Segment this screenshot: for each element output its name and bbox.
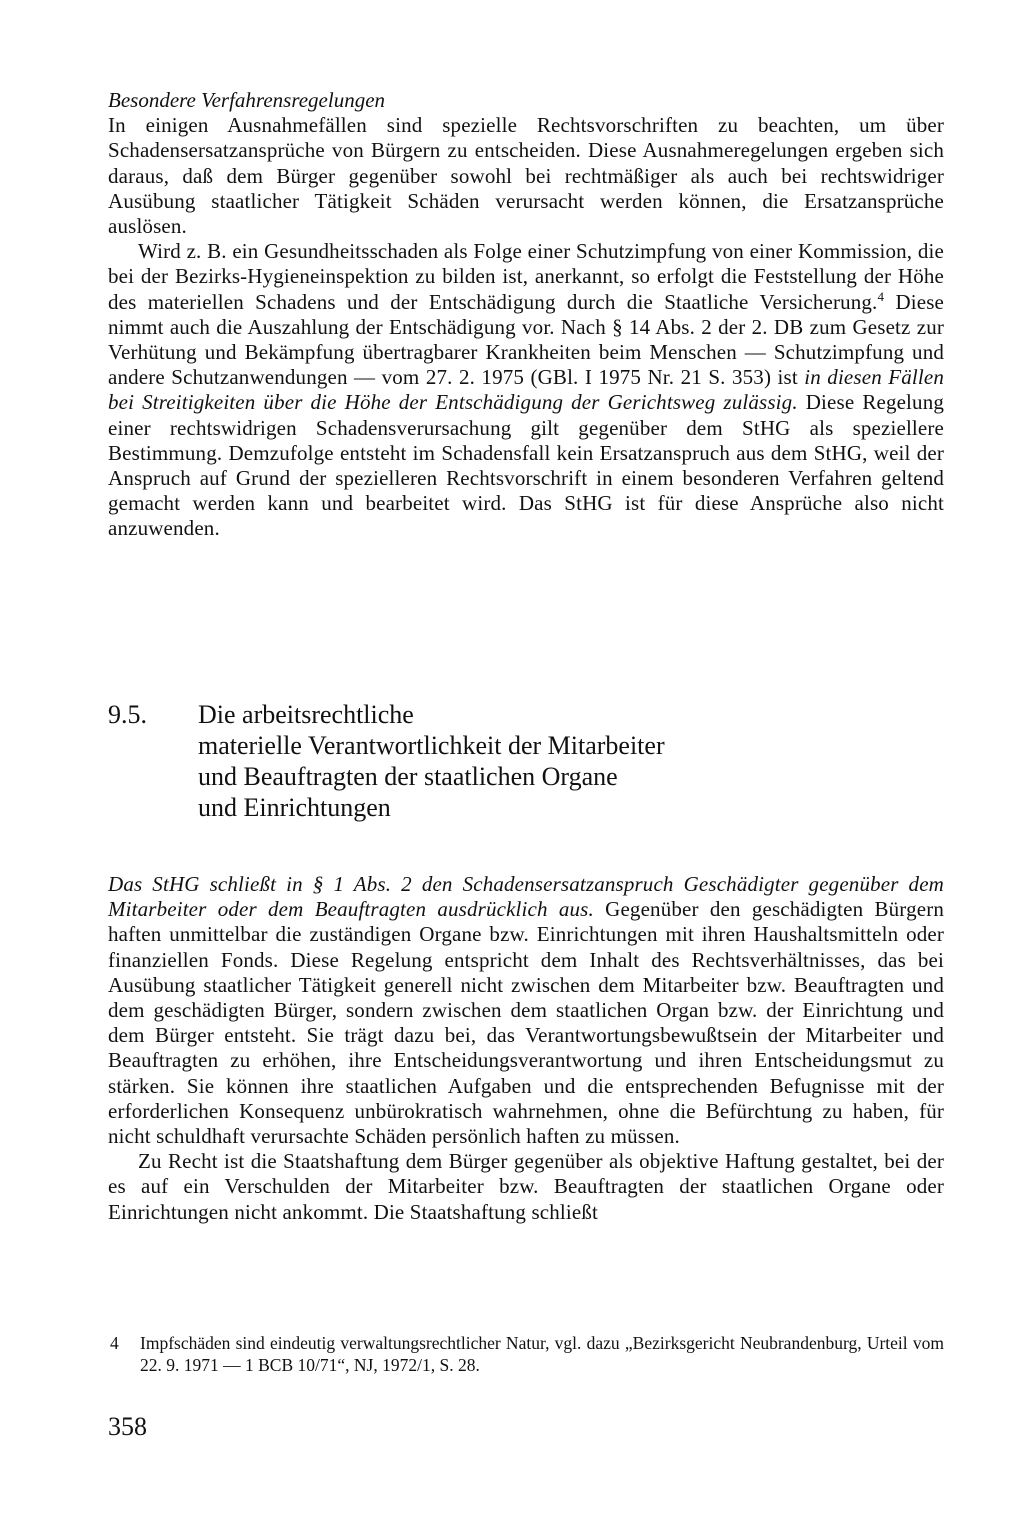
paragraph-2-part-b: Diese nimmt auch die Auszahlung der Entschädigung vor. Nach § 14 Abs. 2 der 2. DB zum Gesetz zur Verhütung und Bekämpfung übertragbarer Krankheiten beim Menschen — Schutzimpfung und andere Schutzanwendungen — vom 27. 2. 1975 (GBl. I 1975 Nr. 21 S. 353) ist bbox=[108, 289, 945, 390]
footnote-reference: 4 bbox=[877, 288, 885, 304]
section-title-line: materielle Verantwortlichkeit der Mitarbeiter bbox=[198, 731, 665, 760]
paragraph-3 bbox=[108, 872, 944, 1149]
paragraph-3-italic: Das StHG schließt in § 1 Abs. 2 den Schadensersatzanspruch Geschädigter gegenüber dem Mitarbeiter oder dem Beauftragten ausdrücklich aus. bbox=[108, 872, 944, 922]
footnote-text: Impfschäden sind eindeutig verwaltungsrechtlicher Natur, vgl. dazu „Bezirksgericht Neubrandenburg, Urteil vom 22. 9. 1971 — 1 BCB 10/71“, NJ, 1972/1, S. 28. bbox=[140, 1333, 944, 1375]
footnote bbox=[108, 1332, 944, 1376]
page-number: 358 bbox=[108, 1412, 147, 1441]
paragraph-2-part-a: Wird z. B. ein Gesundheitsschaden als Folge einer Schutzimpfung von einer Kommission, die bei der Bezirks-Hygieneinspektion zu bilden ist, anerkannt, so erfolgt die Feststellung der Höhe des materiellen Schadens und der Entschädigung durch die Staatliche Versicherung. bbox=[108, 239, 944, 314]
paragraph-2-part-c: Diese Regelung einer rechtswidrigen Schadensverursachung gilt gegenüber dem StHG als speziellere Bestimmung. Demzufolge entsteht im Schadensfall kein Ersatzanspruch aus dem StHG, weil der Anspruch auf Grund der spezielleren Rechtsvorschrift in einem besonderen Verfahren geltend gemacht werden kann und bearbeitet wird. Das StHG ist für diese Ansprüche also nicht anzuwenden. bbox=[108, 390, 944, 541]
paragraph-3-rest: Gegenüber den geschädigten Bürgern haften unmittelbar die zuständigen Organe bzw. Einrichtungen mit ihren Haushaltsmitteln oder finanziellen Fonds. Diese Regelung entspricht dem Inhalt des Rechtsverhältnisses, das bei Ausübung staatlicher Tätigkeit generell nicht zwischen dem Mitarbeiter bzw. Beauftragten und dem geschädigten Bürger, sondern zwischen dem staatlichen Organ bzw. der Einrichtung und dem Bürger entsteht. Sie trägt dazu bei, das Verantwortungsbewußtsein der Mitarbeiter und Beauftragten zu erhöhen, ihre Entscheidungsverantwortung und ihren Entscheidungsmut zu stärken. Sie können ihre staatlichen Aufgaben und die entsprechenden Befugnisse mit der erforderlichen Konsequenz unbürokratisch wahrnehmen, ohne die Befürchtung zu haben, für nicht schuldhaft verursachte Schäden persönlich haften zu müssen. bbox=[108, 897, 944, 1149]
paragraph-1: In einigen Ausnahmefällen sind spezielle Rechtsvorschriften zu beachten, um über Schadensersatzansprüche von Bürgern zu entscheiden. Diese Ausnahmeregelungen ergeben sich daraus, daß dem Bürger gegenüber sowohl bei rechtmäßiger als auch bei rechtswidriger Ausübung staatlicher Tätigkeit Schäden verursacht werden können, die Ersatzansprüche auslösen. bbox=[108, 113, 944, 239]
section-a bbox=[108, 88, 944, 542]
paragraph-2 bbox=[108, 239, 944, 541]
section-title-line: und Beauftragten der staatlichen Organe bbox=[198, 762, 618, 791]
subheading: Besondere Verfahrensregelungen bbox=[108, 88, 386, 112]
paragraph-4: Zu Recht ist die Staatshaftung dem Bürger gegenüber als objektive Haftung gestaltet, bei der es auf ein Verschulden der Mitarbeiter bzw. Beauftragten der staatlichen Organe oder Einrichtungen nicht ankommt. Die Staatshaftung schließt bbox=[108, 1149, 944, 1224]
paragraph-2-italic: in diesen Fällen bei Streitigkeiten über die Höhe der Entschädigung der Gerichtsweg zulässig. bbox=[108, 365, 944, 415]
section-heading bbox=[108, 699, 944, 823]
section-title bbox=[198, 699, 944, 823]
section-title-line: Die arbeitsrechtliche bbox=[198, 700, 414, 729]
section-b bbox=[108, 872, 944, 1225]
section-number: 9.5. bbox=[108, 700, 147, 729]
footnote-number: 4 bbox=[110, 1333, 119, 1353]
section-title-line: und Einrichtungen bbox=[198, 793, 391, 822]
